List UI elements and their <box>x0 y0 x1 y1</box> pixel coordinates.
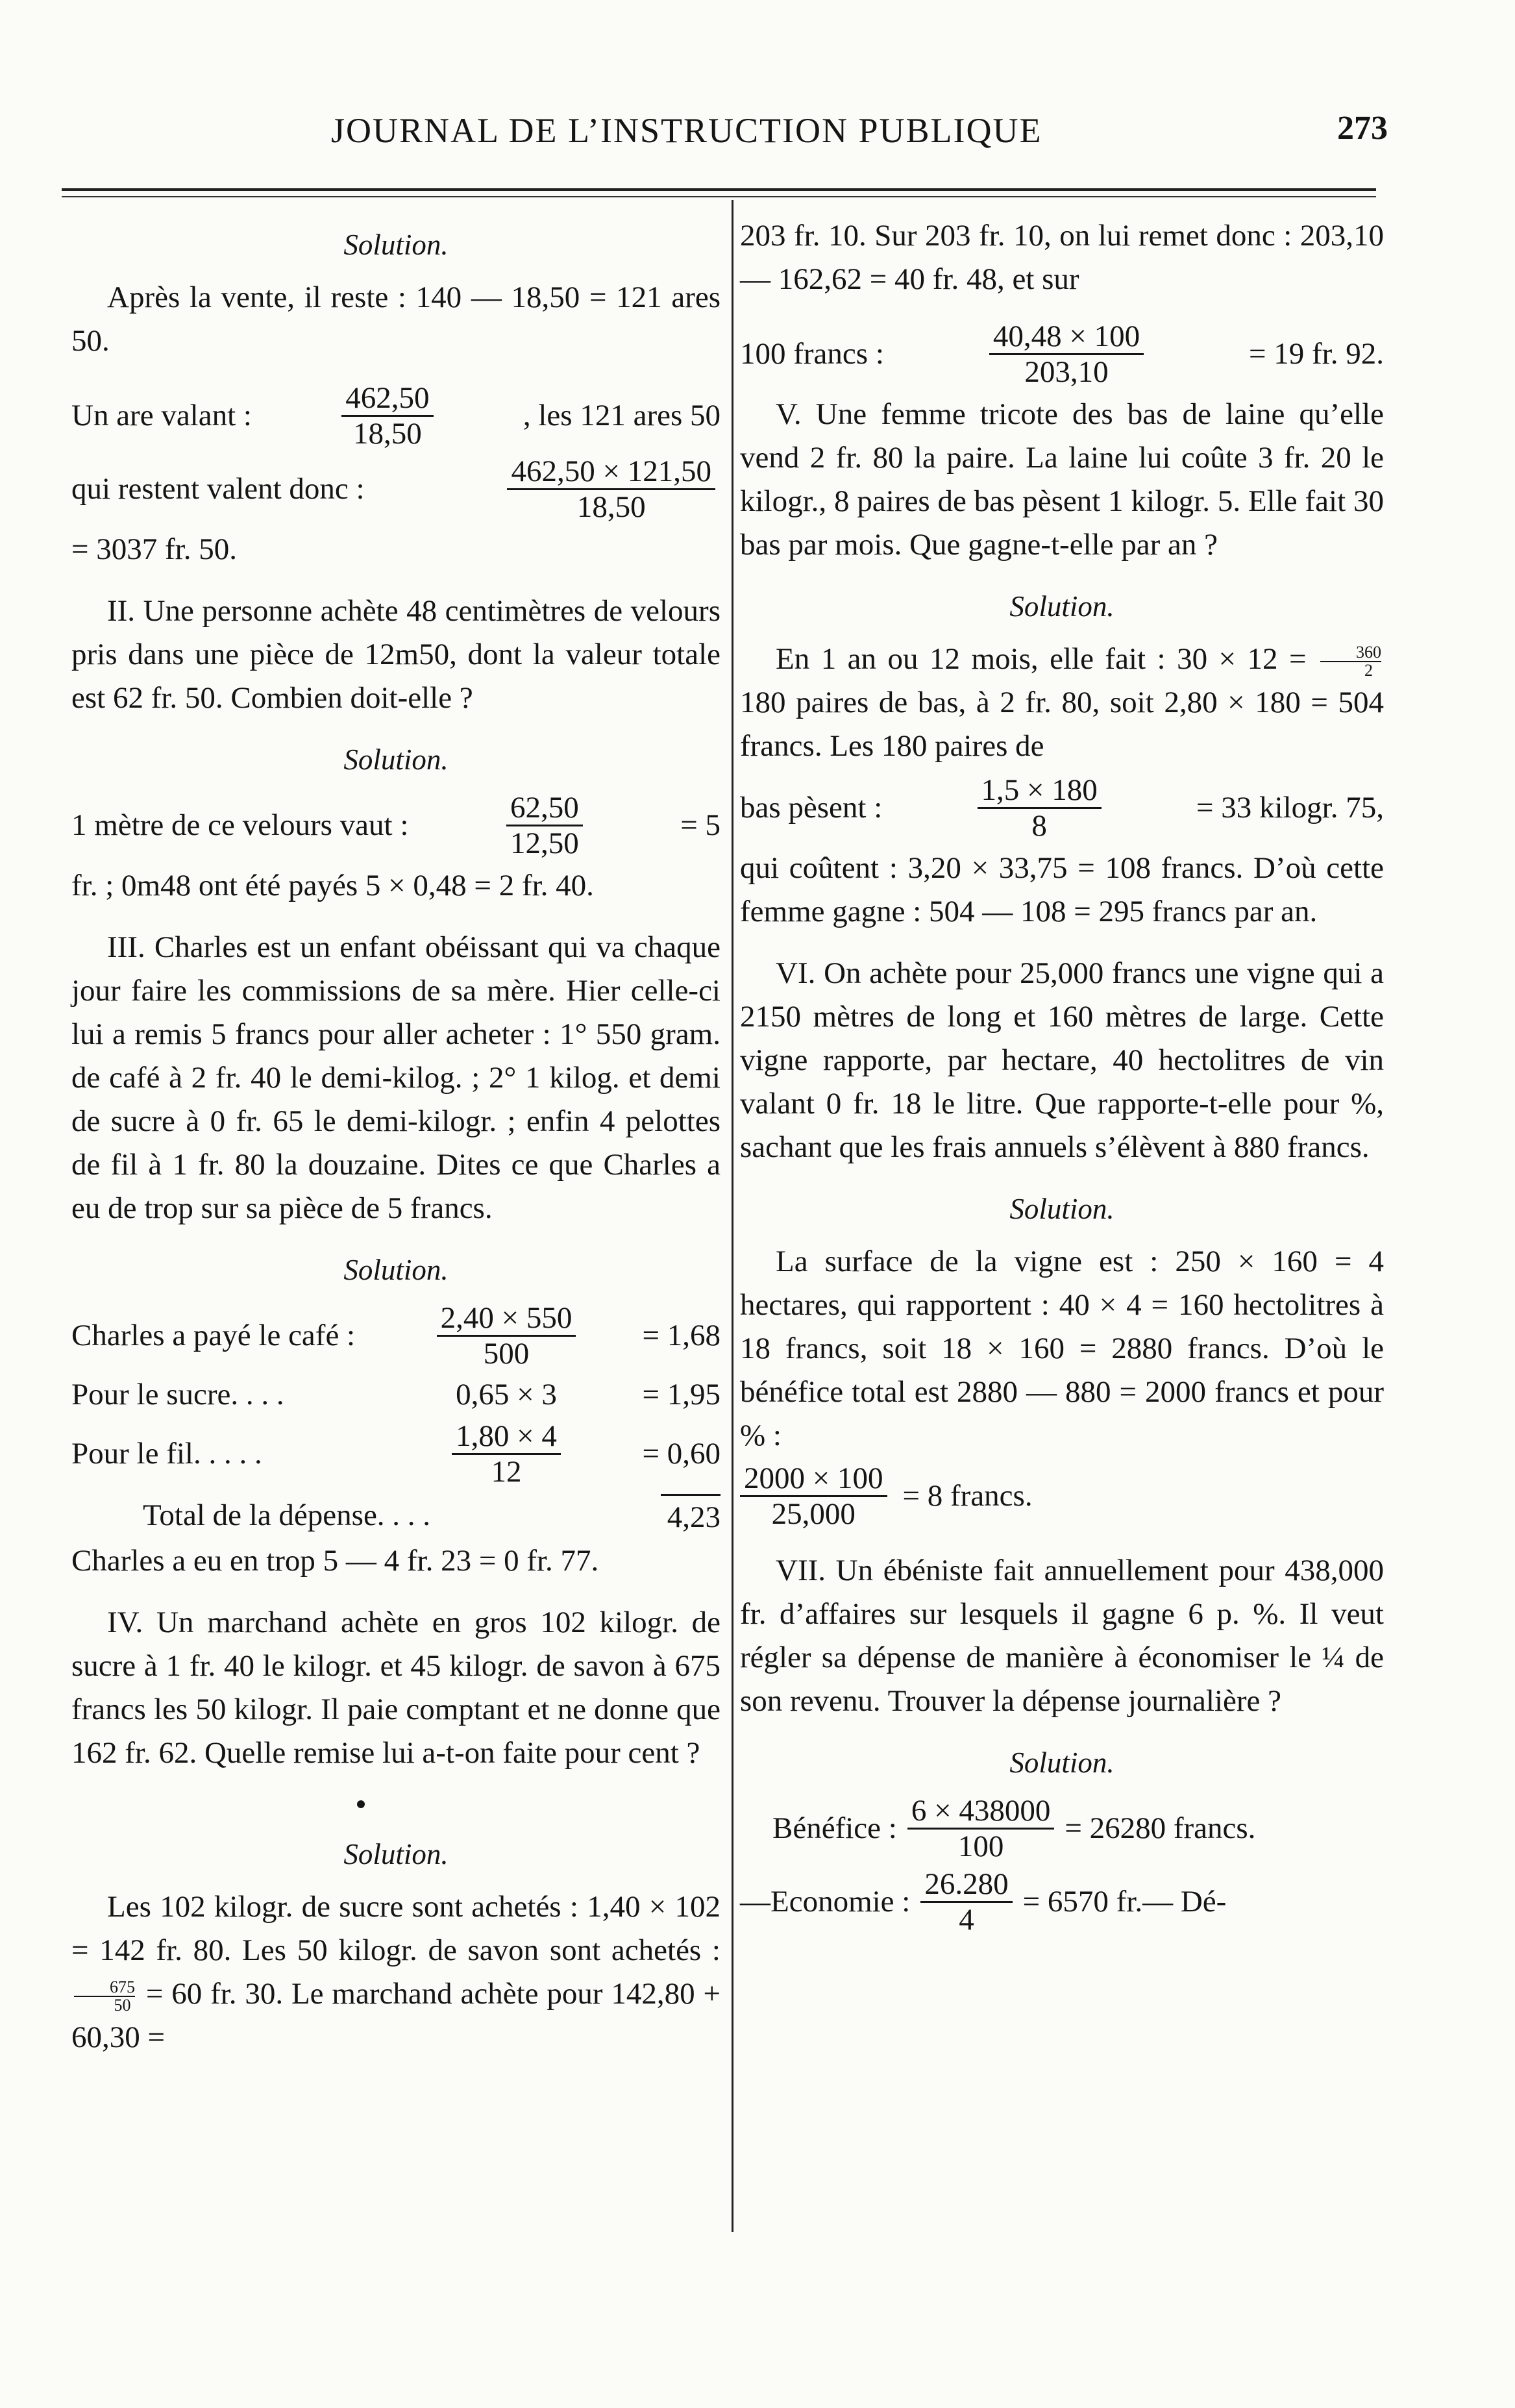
fraction-numerator: 40,48 × 100 <box>989 319 1144 355</box>
benefice-label: Bénéfice : <box>772 1811 897 1845</box>
solution-4-part-a: Les 102 kilogr. de sucre sont achetés : 1,40 × 102 = 142 fr. 80. Les 50 kilogr. de savon sont achetés : <box>71 1890 721 1967</box>
fraction-numerator: 462,50 × 121,50 <box>507 454 715 490</box>
economie-label: —Economie : <box>740 1885 911 1918</box>
fraction-denominator: 8 <box>1031 809 1047 843</box>
bas-fraction <box>1320 644 1381 679</box>
solution-1-line: Après la vente, il reste : 140 — 18,50 = 121 ares 50. <box>71 280 721 358</box>
poids-label: bas pèsent : <box>740 791 883 825</box>
solution-1-rest-equation <box>71 454 721 524</box>
fraction-denominator: 12,50 <box>510 826 579 860</box>
fraction-numerator: 360 <box>1320 644 1381 662</box>
column-divider <box>732 200 733 2232</box>
problem-6: VI. On achète pour 25,000 francs une vigne qui a 2150 mètres de long et 160 mètres de large. Cette vigne rapporte, par hectare, 40 hectolitres de vin valant 0 fr. 18 le litre. Que rapporte-t-elle pour %, sachant que les frais annuels s’élèvent à 880 francs. <box>740 956 1384 1164</box>
solution-5 <box>740 638 1384 768</box>
poids-result: = 33 kilogr. 75, <box>1196 791 1384 825</box>
solution-1-are-equation <box>71 381 721 451</box>
solution-5-result: qui coûtent : 3,20 × 33,75 = 108 francs. D’où cette femme gagne : 504 — 108 = 295 francs par an. <box>740 851 1384 928</box>
velours-fraction <box>506 791 583 860</box>
benefice-result: = 26280 francs. <box>1065 1811 1256 1845</box>
problem-4: IV. Un marchand achète en gros 102 kilogr. de sucre à 1 fr. 40 le kilogr. et 45 kilogr. de savon à 675 francs les 50 kilogr. Il paie comptant et ne donne que 162 fr. 62. Quelle remise lui a-t-on faite pour cent ? <box>71 1606 721 1770</box>
problem-5: V. Une femme tricote des bas de laine qu’elle vend 2 fr. 80 la paire. La laine lui coûte 3 fr. 20 le kilogr., 8 paires de bas pèsent 1 kilogr. 5. Elle fait 30 bas par mois. Que gagne-t-elle par an ? <box>740 397 1384 562</box>
fil-fraction <box>452 1419 561 1489</box>
solution-heading: Solution. <box>1009 1746 1115 1779</box>
savon-fraction <box>74 1979 135 2014</box>
solution-heading: Solution. <box>343 1838 449 1870</box>
vigne-result: = 8 francs. <box>902 1479 1033 1513</box>
header-rule <box>62 188 1376 191</box>
solution-2-line: fr. ; 0m48 ont été payés 5 × 0,48 = 2 fr. 40. <box>71 869 594 902</box>
economie-fraction <box>920 1867 1012 1937</box>
header-rule-thin <box>62 196 1376 197</box>
fraction-denominator: 2 <box>1364 661 1373 680</box>
rest-label: qui restent valent donc : <box>71 472 365 506</box>
fraction-numerator: 675 <box>74 1979 135 1997</box>
fraction-numerator: 62,50 <box>506 791 583 826</box>
sucre-label: Pour le sucre. . . . <box>71 1378 284 1411</box>
sucre-value: = 1,95 <box>642 1378 721 1411</box>
fraction-denominator: 25,000 <box>771 1497 856 1531</box>
solution-4 <box>71 1885 721 2059</box>
fraction-denominator: 500 <box>483 1337 530 1371</box>
solution-heading: Solution. <box>1009 590 1115 623</box>
fraction-numerator: 1,80 × 4 <box>452 1419 561 1455</box>
solution-2-equation <box>71 791 721 860</box>
fraction-denominator: 50 <box>114 1996 131 2015</box>
total-label: Total de la dépense. . . . <box>143 1498 431 1532</box>
fraction-numerator: 6 × 438000 <box>907 1794 1055 1830</box>
velours-result: = 5 <box>680 808 721 842</box>
fraction-denominator: 4 <box>959 1903 974 1937</box>
cafe-row <box>71 1301 721 1371</box>
fraction-denominator: 100 <box>957 1830 1004 1863</box>
solution-4-part-b: = 60 fr. 30. Le marchand achète pour 142,80 + 60,30 = <box>71 1977 721 2054</box>
economie-equation <box>740 1867 1384 1937</box>
remise-fraction <box>989 319 1144 389</box>
page-number: 273 <box>1337 110 1388 147</box>
ink-dot <box>357 1800 365 1808</box>
fil-label: Pour le fil. . . . . <box>71 1437 262 1471</box>
right-column <box>740 214 1384 1941</box>
poids-equation <box>740 773 1384 843</box>
problem-3: III. Charles est un enfant obéissant qui va chaque jour faire les commissions de sa mère. Hier celle-ci lui a remis 5 francs pour aller acheter : 1° 550 gram. de café à 2 fr. 40 le demi-kilog. ; 2° 1 kilog. et demi de sucre à 0 fr. 65 le demi-kilogr. ; enfin 4 pelottes de fil à 1 fr. 80 la douzaine. Dites ce que Charles a eu de trop sur sa pièce de 5 francs. <box>71 930 721 1225</box>
solution-1-result: = 3037 fr. 50. <box>71 532 237 566</box>
benefice-equation <box>740 1794 1384 1863</box>
cafe-label: Charles a payé le café : <box>71 1319 356 1352</box>
problem-2: II. Une personne achète 48 centimètres de velours pris dans une pièce de 12m50, dont la valeur totale est 62 fr. 50. Combien doit-elle ? <box>71 594 721 715</box>
fraction-numerator: 2,40 × 550 <box>437 1301 576 1337</box>
sucre-expression: 0,65 × 3 <box>456 1378 557 1411</box>
solution-heading: Solution. <box>1009 1193 1115 1225</box>
benefice-vigne-equation <box>740 1461 1384 1531</box>
solution-heading: Solution. <box>343 1254 449 1286</box>
fraction-numerator: 26.280 <box>920 1867 1012 1903</box>
problem-7: VII. Un ébéniste fait annuellement pour 438,000 fr. d’affaires sur lesquels il gagne 6 p. %. Il veut régler sa dépense de manière à économiser le ¼ de son revenu. Trouver la dépense journalière ? <box>740 1554 1384 1718</box>
total-value: 4,23 <box>661 1494 721 1539</box>
solution-3-result: Charles a eu en trop 5 — 4 fr. 23 = 0 fr. 77. <box>71 1544 599 1578</box>
are-suffix: , les 121 ares 50 <box>523 399 721 432</box>
fraction-denominator: 18,50 <box>353 417 422 451</box>
solution-5-part-b: 180 paires de bas, à 2 fr. 80, soit 2,80 × 180 = 504 francs. Les 180 paires de <box>740 686 1384 763</box>
fil-value: = 0,60 <box>642 1437 721 1471</box>
vigne-fraction <box>740 1461 887 1531</box>
remise-result: = 19 fr. 92. <box>1249 337 1384 371</box>
solution-4-continued: 203 fr. 10. Sur 203 fr. 10, on lui remet donc : 203,10 — 162,62 = 40 fr. 48, et sur <box>740 219 1384 296</box>
benefice-fraction <box>907 1794 1055 1863</box>
poids-fraction <box>978 773 1102 843</box>
fraction-denominator: 203,10 <box>1024 355 1109 389</box>
rest-fraction <box>507 454 715 524</box>
fraction-denominator: 18,50 <box>576 490 646 524</box>
left-column <box>71 214 721 2078</box>
running-title: JOURNAL DE L’INSTRUCTION PUBLIQUE <box>331 111 1042 150</box>
fraction-denominator: 12 <box>491 1455 522 1489</box>
economie-result: = 6570 fr.— Dé- <box>1022 1885 1227 1918</box>
solution-heading: Solution. <box>343 743 449 776</box>
fraction-numerator: 1,5 × 180 <box>978 773 1102 809</box>
velours-label: 1 mètre de ce velours vaut : <box>71 808 409 842</box>
cafe-value: = 1,68 <box>642 1319 721 1352</box>
are-fraction <box>341 381 433 451</box>
remise-label: 100 francs : <box>740 337 884 371</box>
fil-row <box>71 1419 721 1489</box>
solution-5-part-a: En 1 an ou 12 mois, elle fait : 30 × 12 = <box>776 642 1307 676</box>
solution-6: La surface de la vigne est : 250 × 160 = 4 hectares, qui rapportent : 40 × 4 = 160 hectolitres à 18 francs, soit 18 × 160 = 2880 francs. D’où le bénéfice total est 2880 — 880 = 2000 francs et pour % : <box>740 1245 1384 1452</box>
fraction-numerator: 462,50 <box>341 381 433 417</box>
remise-equation <box>740 319 1384 389</box>
are-label: Un are valant : <box>71 399 252 432</box>
sucre-row <box>71 1373 721 1417</box>
cafe-fraction <box>437 1301 576 1371</box>
fraction-numerator: 2000 × 100 <box>740 1461 887 1497</box>
total-row <box>71 1494 721 1539</box>
solution-heading: Solution. <box>343 229 449 261</box>
page-header <box>0 97 1515 162</box>
